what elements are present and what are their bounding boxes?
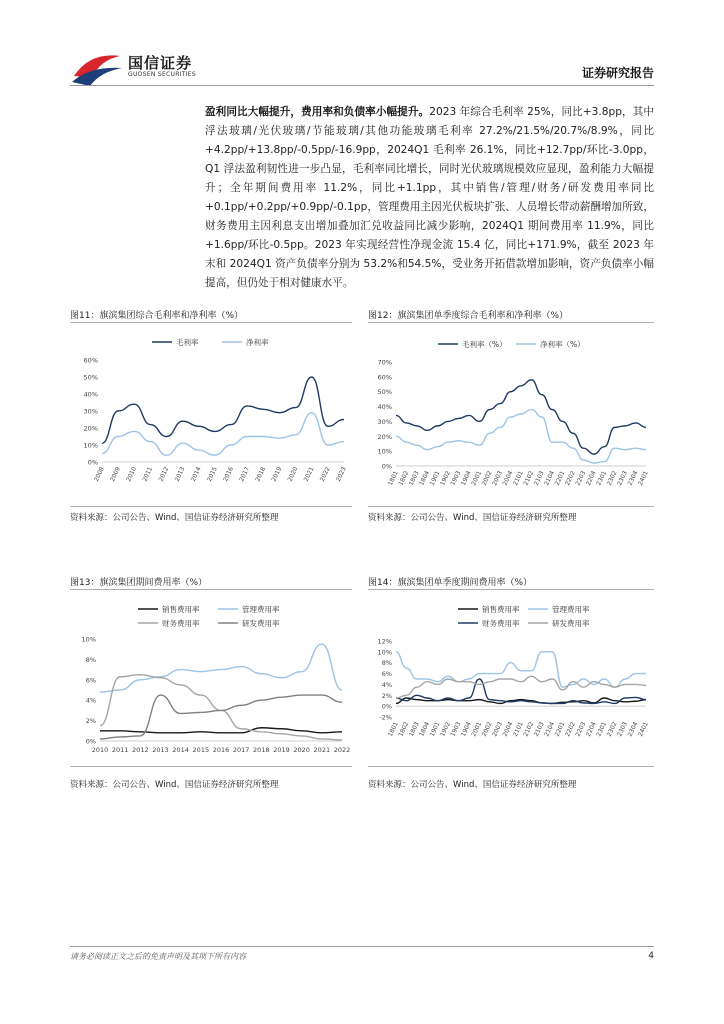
fig14-ytick-label: 0% (381, 702, 392, 711)
fig11-xtick-label: 2017 (238, 465, 252, 483)
fig14-xtick-label: 2004 (501, 720, 515, 738)
fig14-ytick-label: 6% (381, 670, 392, 679)
fig13-chart (70, 593, 352, 763)
fig11-xtick-label: 2018 (254, 465, 268, 483)
fig14-source: 资料来源：公司公告、Wind、国信证券经济研究所整理 (368, 780, 577, 790)
fig11-top-rule (70, 322, 352, 323)
fig11-ytick-label: 50% (83, 373, 98, 382)
fig13-xtick-label: 2020 (293, 746, 310, 754)
fig13-ytick-label: 10% (81, 635, 96, 644)
fig12-ytick-label: 60% (377, 373, 392, 382)
fig11-chart (70, 326, 352, 506)
fig12-xtick-label: 2104 (543, 469, 557, 487)
fig14-xtick-label: 2103 (532, 720, 546, 738)
fig14-ytick-label: 2% (381, 691, 392, 700)
fig13-bottom-rule (70, 766, 352, 767)
fig12-ytick-label: 20% (377, 432, 392, 441)
fig12-xtick-label: 1803 (407, 469, 421, 487)
fig11-xtick-label: 2016 (222, 465, 235, 483)
fig12-source: 资料来源：公司公告、Wind、国信证券经济研究所整理 (368, 513, 577, 523)
fig12-xtick-label: 2202 (564, 469, 577, 487)
fig11-ytick-label: 30% (83, 407, 98, 416)
fig12-xtick-label: 2004 (501, 469, 515, 487)
page-number: 4 (648, 951, 654, 961)
fig12-xtick-label: 2201 (553, 469, 567, 487)
fig12-ytick-label: 50% (377, 388, 392, 397)
fig14-legend-label-2: 财务费用率 (482, 619, 520, 628)
fig11-series-line-1 (102, 413, 344, 456)
fig14-legend-label-0: 销售费用率 (482, 605, 520, 614)
fig13-ytick-label: 0% (85, 737, 96, 746)
fig14-xtick-label: 2002 (480, 720, 494, 738)
fig11-xtick-label: 2019 (270, 465, 284, 483)
fig13-xtick-label: 2013 (152, 746, 169, 754)
fig13-ytick-label: 2% (85, 717, 96, 726)
fig14-top-rule (368, 589, 654, 590)
fig14-xtick-label: 2104 (543, 720, 557, 738)
fig13-xtick-label: 2012 (132, 746, 149, 754)
fig12-xtick-label: 2103 (532, 469, 546, 487)
fig12-xtick-label: 2204 (584, 469, 598, 487)
fig14-xtick-label: 2001 (470, 720, 484, 738)
fig14-ytick-label: 10% (377, 648, 392, 657)
fig13-xtick-label: 2010 (91, 746, 109, 754)
fig11-xtick-label: 2012 (157, 465, 171, 483)
fig11-xtick-label: 2020 (286, 465, 300, 483)
fig11-xtick-label: 2008 (93, 465, 106, 483)
header-divider (70, 85, 654, 86)
fig14-xtick-label: 1902 (439, 720, 452, 738)
fig12-xtick-label: 2302 (605, 469, 619, 487)
fig12-xtick-label: 2401 (637, 469, 650, 487)
fig14-xtick-label: 1802 (397, 720, 411, 738)
fig12-series-line-0 (396, 380, 646, 454)
page-header (0, 0, 724, 90)
fig14-xtick-label: 2202 (564, 720, 577, 738)
fig14-xtick-label: 1903 (449, 720, 463, 738)
fig12-bottom-rule (368, 506, 654, 507)
fig12-xtick-label: 2303 (616, 469, 629, 487)
fig12-legend-label-0: 毛利率（%） (462, 340, 507, 349)
fig11-ytick-label: 20% (83, 424, 98, 433)
fig14-xtick-label: 1803 (407, 720, 421, 738)
fig14-series-line-3 (396, 676, 646, 698)
fig14-xtick-label: 2302 (605, 720, 619, 738)
fig12-xtick-label: 2301 (595, 469, 609, 487)
fig12-xtick-label: 2002 (480, 469, 494, 487)
fig13-ytick-label: 4% (85, 696, 96, 705)
footer-disclaimer: 请务必阅读正文之后的免责声明及其项下所有内容 (70, 952, 246, 961)
fig14-xtick-label: 1901 (428, 720, 442, 738)
fig11-xtick-label: 2009 (109, 465, 122, 483)
fig12-xtick-label: 1902 (439, 469, 452, 487)
fig12-xtick-label: 1804 (418, 469, 432, 487)
fig14-ytick-label: 4% (381, 680, 392, 689)
fig12-ytick-label: 40% (377, 403, 392, 412)
fig12-xtick-label: 1901 (428, 469, 442, 487)
fig13-xtick-label: 2014 (172, 746, 189, 754)
fig14-ytick-label: -2% (379, 713, 392, 722)
fig12-ytick-label: 0% (381, 462, 392, 471)
fig13-xtick-label: 2022 (333, 746, 351, 754)
fig12-chart (368, 326, 654, 506)
fig14-xtick-label: 2204 (584, 720, 598, 738)
fig13-xtick-label: 2019 (273, 746, 290, 754)
fig13-xtick-label: 2018 (253, 746, 270, 754)
fig13-ytick-label: 6% (85, 676, 96, 685)
fig13-xtick-label: 2015 (192, 746, 210, 754)
fig13-legend-label-3: 研发费用率 (242, 619, 280, 628)
fig11-xtick-label: 2023 (335, 465, 348, 483)
fig11-legend-label-0: 毛利率 (176, 338, 199, 347)
fig13-xtick-label: 2017 (232, 746, 250, 754)
fig12-ytick-label: 30% (377, 417, 392, 426)
fig12-ytick-label: 10% (377, 447, 392, 456)
fig12-ytick-label: 70% (377, 358, 392, 367)
fig13-series-line-0 (100, 728, 342, 733)
fig11-bottom-rule (70, 506, 352, 507)
paragraph-text: 2023 年综合毛利率 25%，同比+3.8pp，其中浮法玻璃/光伏玻璃/节能玻璃/其他功能玻璃毛利率 27.2%/21.5%/20.7%/8.9%，同比+4.2pp/+13.8pp/-0.5pp/-16.9pp，2024Q1 毛利率 26.1%，同比+12.7pp/环比-3.0pp，Q1 浮法盈利韧性进一步凸显，毛利率同比增长，同时光伏玻璃规模效应显现，盈利能力大幅提升；全年期间费用率 11.2%，同比+1.1pp，其中销售/管理/财务/研发费用率同比+0.1pp/+0.2pp/+0.9pp/-0.1pp，管理费用主因光伏板块扩张、人员增长带动薪酬增加所致，财务费用主因利息支出增加叠加汇兑收益同比减少影响，2024Q1 期间费用率 11.9%，同比+1.6pp/环比-0.5pp。2023 年实现经营性净现金流 15.4 亿，同比+171.9%，截至 2023 年末和 2024Q1 资产负债率分别为 53.2%和54.5%，受业务开拓借款增加影响，资产负债率小幅提高，但仍处于相对健康水平。 (205, 106, 655, 289)
fig13-series-line-1 (100, 644, 342, 692)
fig12-xtick-label: 2102 (522, 469, 536, 487)
paragraph-lead: 盈利同比大幅提升，费用率和负债率小幅提升。 (205, 106, 430, 118)
fig11-ytick-label: 10% (83, 441, 98, 450)
fig13-xtick-label: 2021 (313, 746, 331, 754)
company-name-en: GUOSEN SECURITIES (128, 71, 197, 78)
fig12-xtick-label: 1802 (397, 469, 411, 487)
fig13-title: 图13：旗滨集团期间费用率（%） (70, 578, 208, 588)
fig14-ytick-label: 8% (381, 659, 392, 668)
fig13-xtick-label: 2016 (212, 746, 230, 754)
fig14-xtick-label: 2304 (626, 720, 640, 738)
fig14-xtick-label: 2203 (574, 720, 588, 738)
fig12-xtick-label: 1801 (387, 469, 400, 487)
fig14-xtick-label: 2101 (512, 720, 525, 738)
fig11-xtick-label: 2021 (302, 465, 316, 483)
fig13-legend-label-2: 财务费用率 (162, 619, 200, 628)
fig11-xtick-label: 2022 (318, 465, 332, 483)
fig12-xtick-label: 2003 (491, 469, 504, 487)
fig12-xtick-label: 2101 (512, 469, 525, 487)
footer-divider (70, 946, 654, 947)
fig12-title: 图12：旗滨集团单季度综合毛利率和净利率（%） (368, 311, 569, 321)
body-paragraph (205, 103, 654, 293)
fig14-title: 图14：旗滨集团单季度期间费用率（%） (368, 578, 533, 588)
fig14-xtick-label: 1801 (387, 720, 400, 738)
fig14-xtick-label: 1904 (459, 720, 473, 738)
fig13-ytick-label: 8% (85, 655, 96, 664)
report-type: 证券研究报告 (581, 66, 654, 80)
fig14-legend-label-1: 管理费用率 (552, 605, 590, 614)
fig14-bottom-rule (368, 766, 654, 767)
fig12-xtick-label: 1904 (459, 469, 473, 487)
fig14-xtick-label: 2401 (637, 720, 650, 738)
fig14-xtick-label: 2201 (553, 720, 567, 738)
fig13-legend-label-1: 管理费用率 (242, 605, 280, 614)
fig14-xtick-label: 2003 (491, 720, 504, 738)
fig11-xtick-label: 2010 (125, 465, 139, 483)
company-name: 国信证券 (128, 54, 193, 72)
fig12-legend-label-1: 净利率（%） (540, 340, 585, 349)
fig11-ytick-label: 0% (87, 458, 98, 467)
fig14-chart (368, 593, 654, 763)
fig12-top-rule (368, 322, 654, 323)
fig13-series-line-2 (100, 675, 342, 740)
fig11-title: 图11：旗滨集团综合毛利率和净利率（%） (70, 311, 244, 321)
fig11-ytick-label: 40% (83, 390, 98, 399)
fig13-source: 资料来源：公司公告、Wind、国信证券经济研究所整理 (70, 780, 279, 790)
fig14-ytick-label: 12% (377, 637, 392, 646)
fig11-legend-label-1: 净利率 (246, 338, 269, 347)
fig13-xtick-label: 2011 (111, 746, 129, 754)
fig13-top-rule (70, 589, 352, 590)
fig12-xtick-label: 2001 (470, 469, 484, 487)
fig14-xtick-label: 2301 (595, 720, 609, 738)
fig11-xtick-label: 2011 (141, 465, 155, 483)
fig14-xtick-label: 2303 (616, 720, 629, 738)
fig11-xtick-label: 2014 (189, 465, 203, 483)
fig12-xtick-label: 2203 (574, 469, 588, 487)
fig14-xtick-label: 1804 (418, 720, 432, 738)
fig14-legend-label-3: 研发费用率 (552, 619, 590, 628)
fig11-ytick-label: 60% (83, 356, 98, 365)
guosen-logo-icon (70, 46, 130, 86)
fig11-xtick-label: 2013 (173, 465, 187, 483)
fig11-xtick-label: 2015 (205, 465, 219, 483)
fig12-xtick-label: 1903 (449, 469, 463, 487)
fig11-source: 资料来源：公司公告、Wind、国信证券经济研究所整理 (70, 513, 279, 523)
fig12-series-line-1 (396, 410, 646, 463)
fig13-legend-label-0: 销售费用率 (162, 605, 200, 614)
fig12-xtick-label: 2304 (626, 469, 640, 487)
fig14-xtick-label: 2102 (522, 720, 536, 738)
